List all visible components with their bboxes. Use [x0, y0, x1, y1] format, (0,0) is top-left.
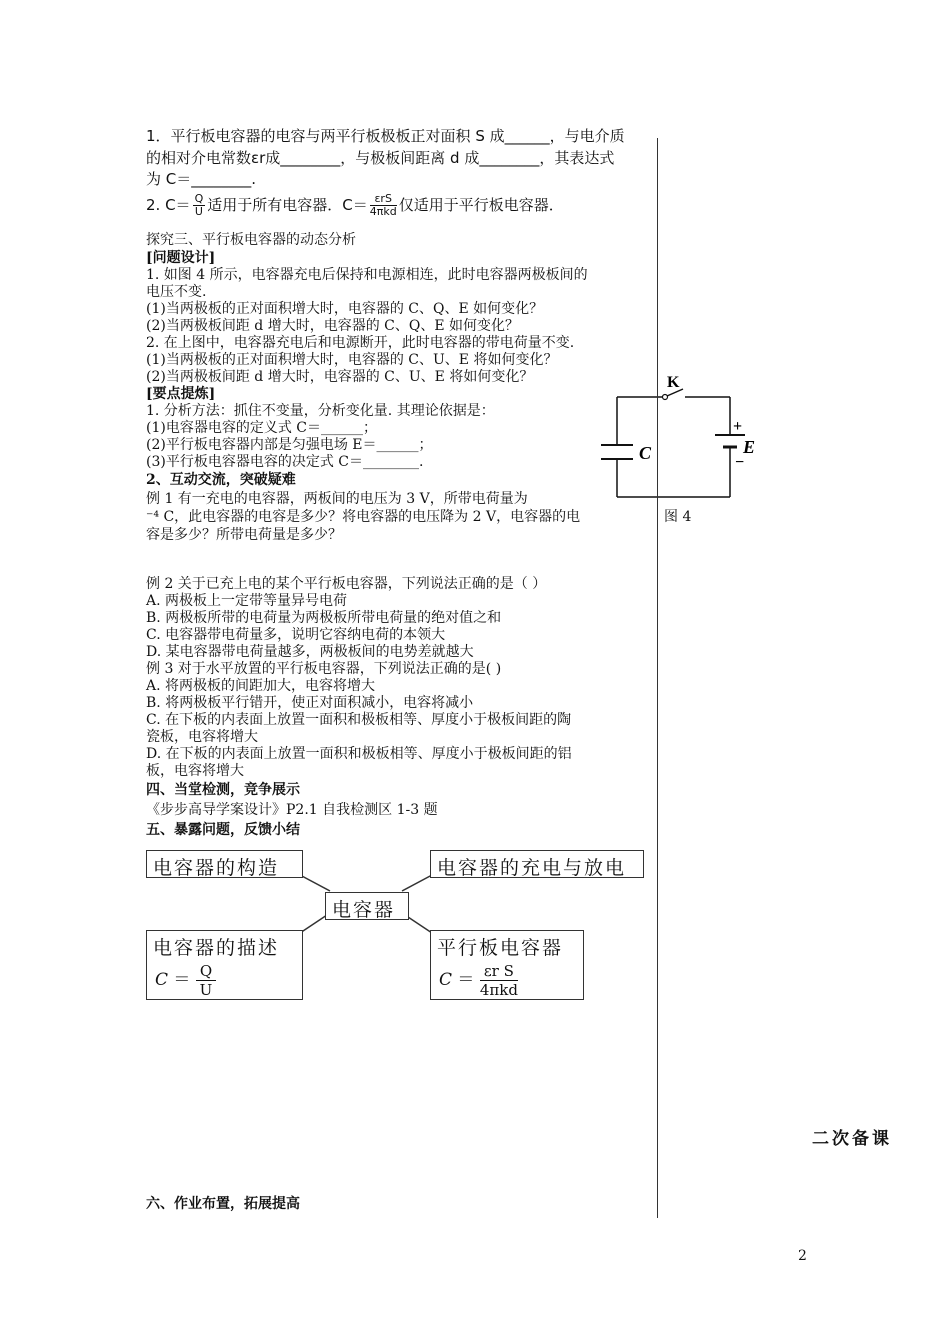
parallel-plate-formula: C ＝ εr S 4πkd	[439, 962, 518, 999]
example3-line: D. 在下板的内表面上放置一面积和极板相等、厚度小于极板间距的铝	[146, 746, 572, 762]
formula-prefix: 2. C＝	[146, 196, 191, 214]
section1-line1: 1．平行板电容器的电容与两平行板极板正对面积 S 成______，与电介质	[146, 127, 625, 145]
fraction-numerator: εr S	[480, 962, 518, 981]
section4-heading: 四、当堂检测，竞争展示	[146, 782, 300, 798]
example3-line: 板，电容将增大	[146, 763, 244, 779]
parallel-plate-title: 平行板电容器	[437, 937, 564, 959]
mindmap-charging-box: 电容器的充电与放电	[430, 850, 644, 878]
switch-label: K	[667, 375, 680, 391]
section1-line2: 的相对介电常数εr成________，与极板间距离 d 成________，其表达式	[146, 149, 615, 167]
formula-mid: 适用于所有电容器．C＝	[207, 196, 368, 214]
connector-line	[300, 875, 330, 891]
example1-line: ⁻⁴ C，此电容器的电容是多少？将电容器的电压降为 2 V，电容器的电	[146, 509, 581, 525]
definition-formula: C ＝ $\frac{Q}{U}$	[147, 962, 302, 999]
section4-text: 《步步高导学案设计》P2.1 自我检测区 1-3 题	[146, 802, 438, 818]
fraction-denominator: 4πkd	[479, 981, 518, 999]
example3-line: A. 将两极板的间距加大，电容将增大	[146, 678, 376, 694]
design-heading: [问题设计]	[146, 250, 216, 266]
capacitor-label: C	[639, 443, 652, 463]
formula-lhs: C	[155, 970, 169, 990]
design-line: (2)当两极板间距 d 增大时，电容器的 C、Q、E 如何变化？	[146, 318, 520, 334]
formula-line	[146, 190, 564, 220]
figure-caption: 图 4	[664, 509, 692, 525]
fraction-numerator: Q	[194, 192, 204, 205]
mindmap-description-box	[146, 930, 303, 1000]
points-line: 1. 分析方法：抓住不变量，分析变化量. 其理论依据是：	[146, 403, 495, 419]
points-line: (2)平行板电容器内部是匀强电场 E＝______；	[146, 437, 433, 453]
formula-fraction	[196, 962, 216, 999]
plus-sign: +	[733, 418, 743, 435]
parallel-plate-fraction	[370, 193, 397, 218]
example1-line: 容是多少？所带电荷量是多少？	[146, 527, 342, 543]
design-line: 2. 在上图中，电容器充电后和电源断开，此时电容器的带电荷量不变.	[146, 335, 575, 351]
emf-label: E	[743, 437, 756, 457]
mindmap-parallel-plate-box	[430, 930, 584, 1000]
second-prep-label: 二次备课	[812, 1129, 892, 1149]
fraction-denominator: 4πkd	[369, 205, 397, 218]
switch-contact	[663, 395, 668, 400]
mindmap-center-box: 电容器	[325, 892, 409, 920]
mindmap-structure-box: 电容器的构造	[146, 850, 303, 878]
definition-fraction	[193, 193, 206, 218]
formula-fraction	[480, 962, 518, 999]
example3-line: 瓷板，电容将增大	[146, 729, 258, 745]
example2-line: 例 2 关于已充上电的某个平行板电容器，下列说法正确的是（ ）	[146, 576, 547, 592]
example3-line: 例 3 对于水平放置的平行板电容器，下列说法正确的是( )	[146, 661, 502, 677]
example2-line: A. 两极板上一定带等量异号电荷	[146, 593, 348, 609]
points-heading: [要点提炼]	[146, 386, 216, 402]
circuit-diagram	[595, 375, 765, 505]
page-number: 2	[798, 1248, 807, 1264]
example3-line: C. 在下板的内表面上放置一面积和极板相等、厚度小于极板间距的陶	[146, 712, 572, 728]
example2-line: B. 两极板所带的电荷量为两极板所带电荷量的绝对值之和	[146, 610, 502, 626]
fraction-numerator: Q	[196, 962, 216, 981]
example1-line: 例 1 有一充电的电容器，两板间的电压为 3 V，所带电荷量为	[146, 491, 528, 507]
margin-divider	[657, 138, 658, 1218]
design-line: (1)当两极板的正对面积增大时，电容器的 C、Q、E 如何变化？	[146, 301, 544, 317]
example3-line: B. 将两极板平行错开，使正对面积减小，电容将减小	[146, 695, 474, 711]
section1-line3: 为 C＝________.	[146, 170, 257, 188]
design-line: 1. 如图 4 所示，电容器充电后保持和电源相连，此时电容器两极板间的	[146, 267, 588, 283]
minus-sign: −	[735, 454, 745, 471]
fraction-denominator: U	[194, 205, 203, 218]
connector-line	[402, 875, 432, 891]
exchange-heading: 2、互动交流，突破疑难	[146, 472, 296, 488]
section5-heading: 五、暴露问题，反馈小结	[146, 822, 300, 838]
fraction-denominator: U	[199, 981, 213, 999]
design-line: (1)当两极板的正对面积增大时，电容器的 C、U、E 将如何变化？	[146, 352, 558, 368]
design-line: 电压不变.	[146, 284, 207, 300]
description-title: 电容器的描述	[153, 937, 280, 959]
example2-line: C. 电容器带电荷量多，说明它容纳电荷的本领大	[146, 627, 446, 643]
example2-line: D. 某电容器带电荷量越多，两极板间的电势差就越大	[146, 644, 474, 660]
points-line: (1)电容器电容的定义式 C＝______；	[146, 420, 377, 436]
formula-suffix: 仅适用于平行板电容器．	[398, 196, 564, 214]
inquiry3-title: 探究三、平行板电容器的动态分析	[146, 232, 356, 248]
fraction-numerator: εrS	[370, 193, 397, 206]
design-line: (2)当两极板间距 d 增大时，电容器的 C、U、E 将如何变化？	[146, 369, 534, 385]
section6-heading: 六、作业布置，拓展提高	[146, 1196, 300, 1212]
points-line: (3)平行板电容器电容的决定式 C＝________.	[146, 454, 424, 470]
formula-lhs: C	[439, 970, 453, 990]
